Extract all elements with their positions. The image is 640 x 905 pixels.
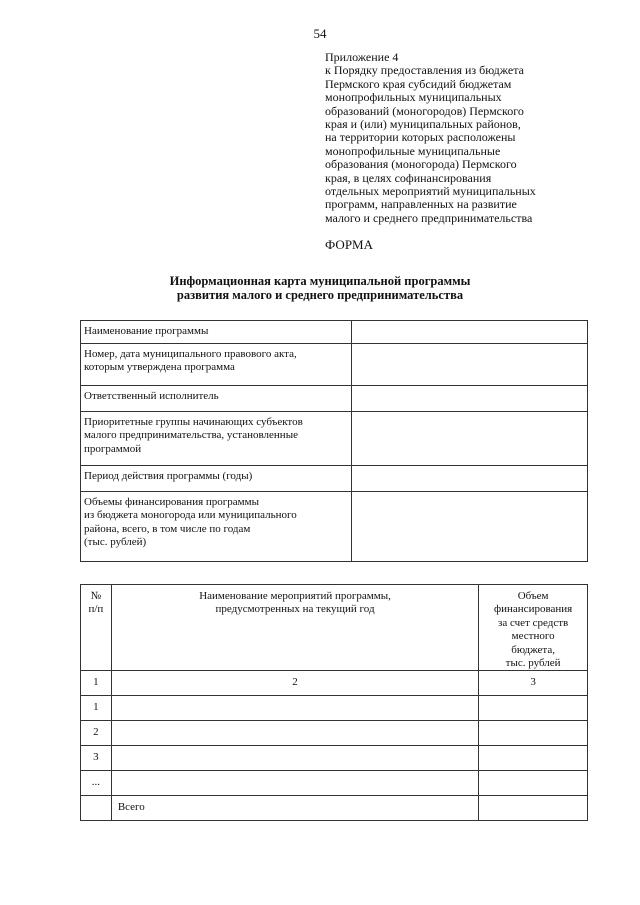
appendix-line: Приложение 4 <box>325 50 399 64</box>
value-cell[interactable] <box>351 492 587 562</box>
table-row <box>81 492 588 562</box>
funding-amount-cell[interactable] <box>479 771 588 796</box>
label-line: программой <box>84 442 142 455</box>
activities-table <box>80 584 588 821</box>
row-number: 3 <box>81 746 112 771</box>
activity-name-cell[interactable] <box>111 771 478 796</box>
row-number: ... <box>81 771 112 796</box>
header-line: тыс. рублей <box>505 657 561 670</box>
header-activity-name-cell <box>111 585 478 671</box>
header-line: за счет средств <box>498 616 569 629</box>
row-label <box>81 321 352 344</box>
appendix-line: малого и среднего предпринимательства <box>325 210 533 225</box>
label-line: из бюджета моногорода или муниципального <box>84 509 297 522</box>
title-line-1: Информационная карта муниципальной программы <box>169 274 471 288</box>
column-number: 1 <box>81 671 112 696</box>
table-row <box>81 344 588 386</box>
value-cell[interactable] <box>351 386 587 412</box>
header-line: местного <box>511 630 555 643</box>
total-amount-cell[interactable] <box>479 796 588 821</box>
activity-name-cell[interactable] <box>111 746 478 771</box>
header-line: финансирования <box>494 603 573 616</box>
table-row <box>81 321 588 344</box>
label-line: района, всего, в том числе по годам <box>84 522 251 535</box>
activity-name-cell[interactable] <box>111 721 478 746</box>
table-row <box>81 771 588 796</box>
appendix-line: края, в целях софинансирования <box>325 170 492 185</box>
header-line: предусмотренных на текущий год <box>215 603 375 616</box>
table-row <box>81 412 588 466</box>
label-line: которым утверждена программа <box>84 361 235 374</box>
document-title <box>0 274 640 302</box>
form-label: ФОРМА <box>325 237 373 252</box>
appendix-line: образований (моногородов) Пермского <box>325 103 524 118</box>
appendix-line: к Порядку предоставления из бюджета <box>325 63 524 78</box>
appendix-line: монопрофильные муниципальные <box>325 143 501 158</box>
row-label <box>81 412 352 466</box>
funding-amount-cell[interactable] <box>479 696 588 721</box>
label-line: Ответственный исполнитель <box>84 390 219 402</box>
appendix-line: образования (моногорода) Пермского <box>325 157 517 172</box>
header-line: Наименование мероприятий программы, <box>199 590 391 602</box>
appendix-line: на территории которых расположены <box>325 130 516 145</box>
label-line: (тыс. рублей) <box>84 536 147 549</box>
row-label <box>81 344 352 386</box>
column-number: 2 <box>111 671 478 696</box>
total-number-cell <box>81 796 112 821</box>
value-cell[interactable] <box>351 344 587 386</box>
value-cell[interactable] <box>351 466 587 492</box>
table-row <box>81 466 588 492</box>
column-numbering-row <box>81 671 588 696</box>
appendix-line: программ, направленных на развитие <box>325 197 517 212</box>
header-funding-cell <box>479 585 588 671</box>
label-line: Номер, дата муниципального правового акта, <box>84 348 297 360</box>
value-cell[interactable] <box>351 412 587 466</box>
table-header-row <box>81 585 588 671</box>
label-line: малого предпринимательства, установленные <box>84 429 298 442</box>
row-number: 1 <box>81 696 112 721</box>
title-line-2: развития малого и среднего предпринимательства <box>176 288 464 302</box>
activity-name-cell[interactable] <box>111 696 478 721</box>
header-line: Объем <box>517 590 549 602</box>
value-cell[interactable] <box>351 321 587 344</box>
funding-amount-cell[interactable] <box>479 721 588 746</box>
total-row <box>81 796 588 821</box>
column-number: 3 <box>479 671 588 696</box>
appendix-line: отдельных мероприятий муниципальных <box>325 184 536 199</box>
appendix-line: Пермского края субсидий бюджетам <box>325 76 512 91</box>
table-row <box>81 721 588 746</box>
label-line: Наименование программы <box>84 325 209 337</box>
row-label <box>81 492 352 562</box>
label-line: Приоритетные группы начинающих субъектов <box>84 416 303 428</box>
row-label <box>81 466 352 492</box>
label-line: Объемы финансирования программы <box>84 496 259 508</box>
header-line: бюджета, <box>511 643 555 656</box>
row-number: 2 <box>81 721 112 746</box>
total-label: Всего <box>111 796 478 821</box>
table-row <box>81 696 588 721</box>
header-line: № <box>90 590 102 602</box>
funding-amount-cell[interactable] <box>479 746 588 771</box>
table-row <box>81 386 588 412</box>
appendix-line: монопрофильных муниципальных <box>325 90 502 105</box>
row-label <box>81 386 352 412</box>
header-line: п/п <box>88 603 104 616</box>
label-line: Период действия программы (годы) <box>84 470 253 482</box>
appendix-header <box>325 51 610 225</box>
program-info-table <box>80 320 588 562</box>
appendix-line: края и (или) муниципальных районов, <box>325 117 521 132</box>
table-row <box>81 746 588 771</box>
header-number-cell <box>81 585 112 671</box>
page-number: 54 <box>313 26 327 41</box>
